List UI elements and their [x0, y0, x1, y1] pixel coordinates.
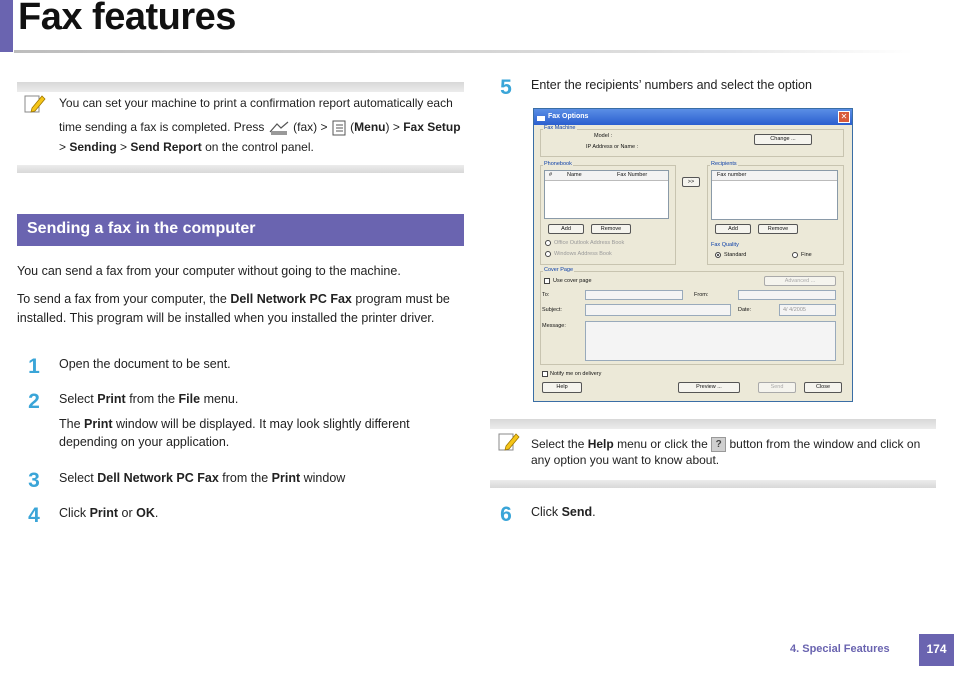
- move-to-recipients-button[interactable]: >>: [682, 177, 700, 187]
- step-text: from the: [222, 471, 269, 485]
- recipients-remove-button[interactable]: Remove: [758, 224, 798, 234]
- fax-options-dialog: [533, 108, 853, 402]
- fine-label: Fine: [801, 252, 812, 258]
- note2-text: menu or click the: [617, 437, 708, 451]
- step-text: Click: [531, 505, 559, 519]
- step-number-6: 6: [500, 503, 512, 526]
- step-1-text: Open the document to be sent.: [59, 357, 231, 371]
- pencil-icon: [498, 431, 520, 458]
- intro-paragraph-2: [17, 290, 450, 310]
- phonebook-remove-button[interactable]: Remove: [591, 224, 631, 234]
- standard-label: Standard: [724, 252, 747, 258]
- sep: >: [59, 140, 67, 154]
- standard-radio[interactable]: [715, 252, 721, 258]
- notify-label: Notify me on delivery: [550, 371, 602, 377]
- date-field[interactable]: [779, 304, 836, 316]
- paren-open: (: [350, 120, 355, 134]
- ip-label: IP Address or Name :: [586, 144, 639, 150]
- step-text: or: [121, 506, 133, 520]
- subject-label: Subject:: [542, 307, 562, 313]
- windows-label: Windows Address Book: [554, 251, 612, 257]
- fax-setup-label: Fax Setup: [403, 120, 461, 134]
- col-fax-number: Fax number: [717, 172, 747, 178]
- step-text: menu.: [203, 392, 239, 406]
- send-label: Send: [561, 505, 593, 519]
- model-label: Model :: [594, 133, 613, 139]
- date-label: Date:: [738, 307, 752, 313]
- intro-text: program must be: [355, 292, 450, 306]
- fax-quality-label: Fax Quality: [711, 242, 739, 248]
- step-text: Click: [59, 506, 87, 520]
- page-number: 174: [919, 634, 954, 666]
- step-text: from the: [129, 392, 176, 406]
- step-text: The: [59, 417, 81, 431]
- print-label: Print: [89, 506, 119, 520]
- fax-machine-label: Fax Machine: [544, 125, 576, 131]
- menu-label: Menu: [354, 120, 386, 134]
- step-text: Select: [59, 392, 94, 406]
- note1-line1: You can set your machine to print a confirmation report automatically each: [59, 96, 453, 110]
- sending-label: Sending: [69, 140, 117, 154]
- note-bottom-border: [17, 165, 464, 173]
- step-5-text: Enter the recipients’ numbers and select the option: [531, 78, 812, 92]
- step-2-subtext-line2: depending on your application.: [59, 435, 230, 449]
- note1-fax-text: (fax) >: [293, 120, 328, 134]
- use-cover-page-label: Use cover page: [553, 278, 592, 284]
- step-number-3: 3: [28, 469, 40, 492]
- send-report-label: Send Report: [130, 140, 202, 154]
- step-2-text: [59, 390, 238, 409]
- help-icon: ?: [711, 437, 726, 452]
- phonebook-list[interactable]: [544, 170, 669, 219]
- date-value: 4/ 4/2005: [783, 307, 806, 313]
- print-label: Print: [97, 392, 126, 406]
- page-title: Fax features: [18, 0, 236, 38]
- help-label: Help: [587, 437, 614, 451]
- fine-radio[interactable]: [792, 252, 798, 258]
- dialog-titlebar[interactable]: [534, 109, 852, 125]
- menu-icon: [331, 120, 347, 136]
- step-text: Select: [59, 471, 94, 485]
- step-2-subtext: [59, 415, 410, 434]
- note2-text: button from the window and click on: [729, 437, 921, 451]
- section-heading: Sending a fax in the computer: [17, 214, 464, 246]
- recipients-list[interactable]: [711, 170, 838, 220]
- from-field[interactable]: [738, 290, 836, 300]
- step-text: window will be displayed. It may look slightly different: [116, 417, 410, 431]
- step-4-text: [59, 504, 158, 523]
- list-header: [545, 171, 668, 181]
- list-header: [712, 171, 837, 181]
- dialog-title: Fax Options: [548, 113, 589, 120]
- note1-line3: [59, 135, 314, 159]
- to-field[interactable]: [585, 290, 683, 300]
- program-name: Dell Network PC Fax: [97, 471, 219, 485]
- period: .: [154, 506, 159, 520]
- note-top-border: [490, 419, 936, 429]
- recipients-add-button[interactable]: Add: [715, 224, 751, 234]
- intro-paragraph-2-line2: installed. This program will be installed when you installed the printer driver.: [17, 311, 435, 325]
- from-label: From:: [694, 292, 709, 298]
- message-label: Message:: [542, 323, 566, 329]
- intro-paragraph-1: You can send a fax from your computer without going to the machine.: [17, 264, 401, 278]
- note2-line1: [531, 436, 920, 453]
- period: .: [592, 505, 596, 519]
- chapter-label: 4. Special Features: [790, 643, 890, 655]
- col-fax-number: Fax Number: [617, 172, 648, 178]
- note2-line2: any option you want to know about.: [531, 453, 720, 467]
- preview-button[interactable]: Preview ...: [678, 382, 740, 393]
- title-accent-bar: [0, 0, 13, 52]
- close-icon[interactable]: ✕: [838, 111, 850, 123]
- step-3-text: [59, 469, 345, 488]
- change-button[interactable]: Change ...: [754, 134, 812, 145]
- step-number-2: 2: [28, 390, 40, 413]
- fax-icon: [268, 120, 290, 136]
- title-divider: [14, 50, 914, 53]
- close-button[interactable]: Close: [804, 382, 842, 393]
- step-number-1: 1: [28, 355, 40, 378]
- step-number-4: 4: [28, 504, 40, 527]
- phonebook-add-button[interactable]: Add: [548, 224, 584, 234]
- note-bottom-border: [490, 480, 936, 488]
- paren-close: ) >: [385, 120, 400, 134]
- col-number: #: [549, 172, 553, 178]
- col-name: Name: [567, 172, 582, 178]
- note2-text: Select the: [531, 437, 585, 451]
- note1-text: time sending a fax is completed. Press: [59, 120, 265, 134]
- notify-checkbox[interactable]: [542, 371, 548, 377]
- print-label: Print: [84, 417, 113, 431]
- intro-text: To send a fax from your computer, the: [17, 292, 227, 306]
- step-number-5: 5: [500, 76, 512, 99]
- message-field[interactable]: [585, 321, 836, 361]
- outlook-label: Office Outlook Address Book: [554, 240, 625, 246]
- advanced-button[interactable]: Advanced ...: [764, 276, 836, 286]
- subject-field[interactable]: [585, 304, 731, 316]
- step-6-text: [531, 503, 596, 522]
- windows-radio[interactable]: [545, 251, 551, 257]
- step-text: window: [303, 471, 346, 485]
- recipients-label: Recipients: [711, 161, 737, 167]
- ok-label: OK: [136, 506, 155, 520]
- cover-page-label: Cover Page: [544, 267, 574, 273]
- print-label: Print: [271, 471, 301, 485]
- sep: >: [120, 140, 128, 154]
- help-button[interactable]: Help: [542, 382, 582, 393]
- note1-tail: on the control panel.: [205, 140, 314, 154]
- file-label: File: [178, 392, 201, 406]
- phonebook-label: Phonebook: [544, 161, 572, 167]
- to-label: To:: [542, 292, 550, 298]
- program-name: Dell Network PC Fax: [230, 292, 352, 306]
- use-cover-page-checkbox[interactable]: [544, 278, 550, 284]
- outlook-radio[interactable]: [545, 240, 551, 246]
- pencil-icon: [24, 93, 46, 120]
- send-button[interactable]: Send: [758, 382, 796, 393]
